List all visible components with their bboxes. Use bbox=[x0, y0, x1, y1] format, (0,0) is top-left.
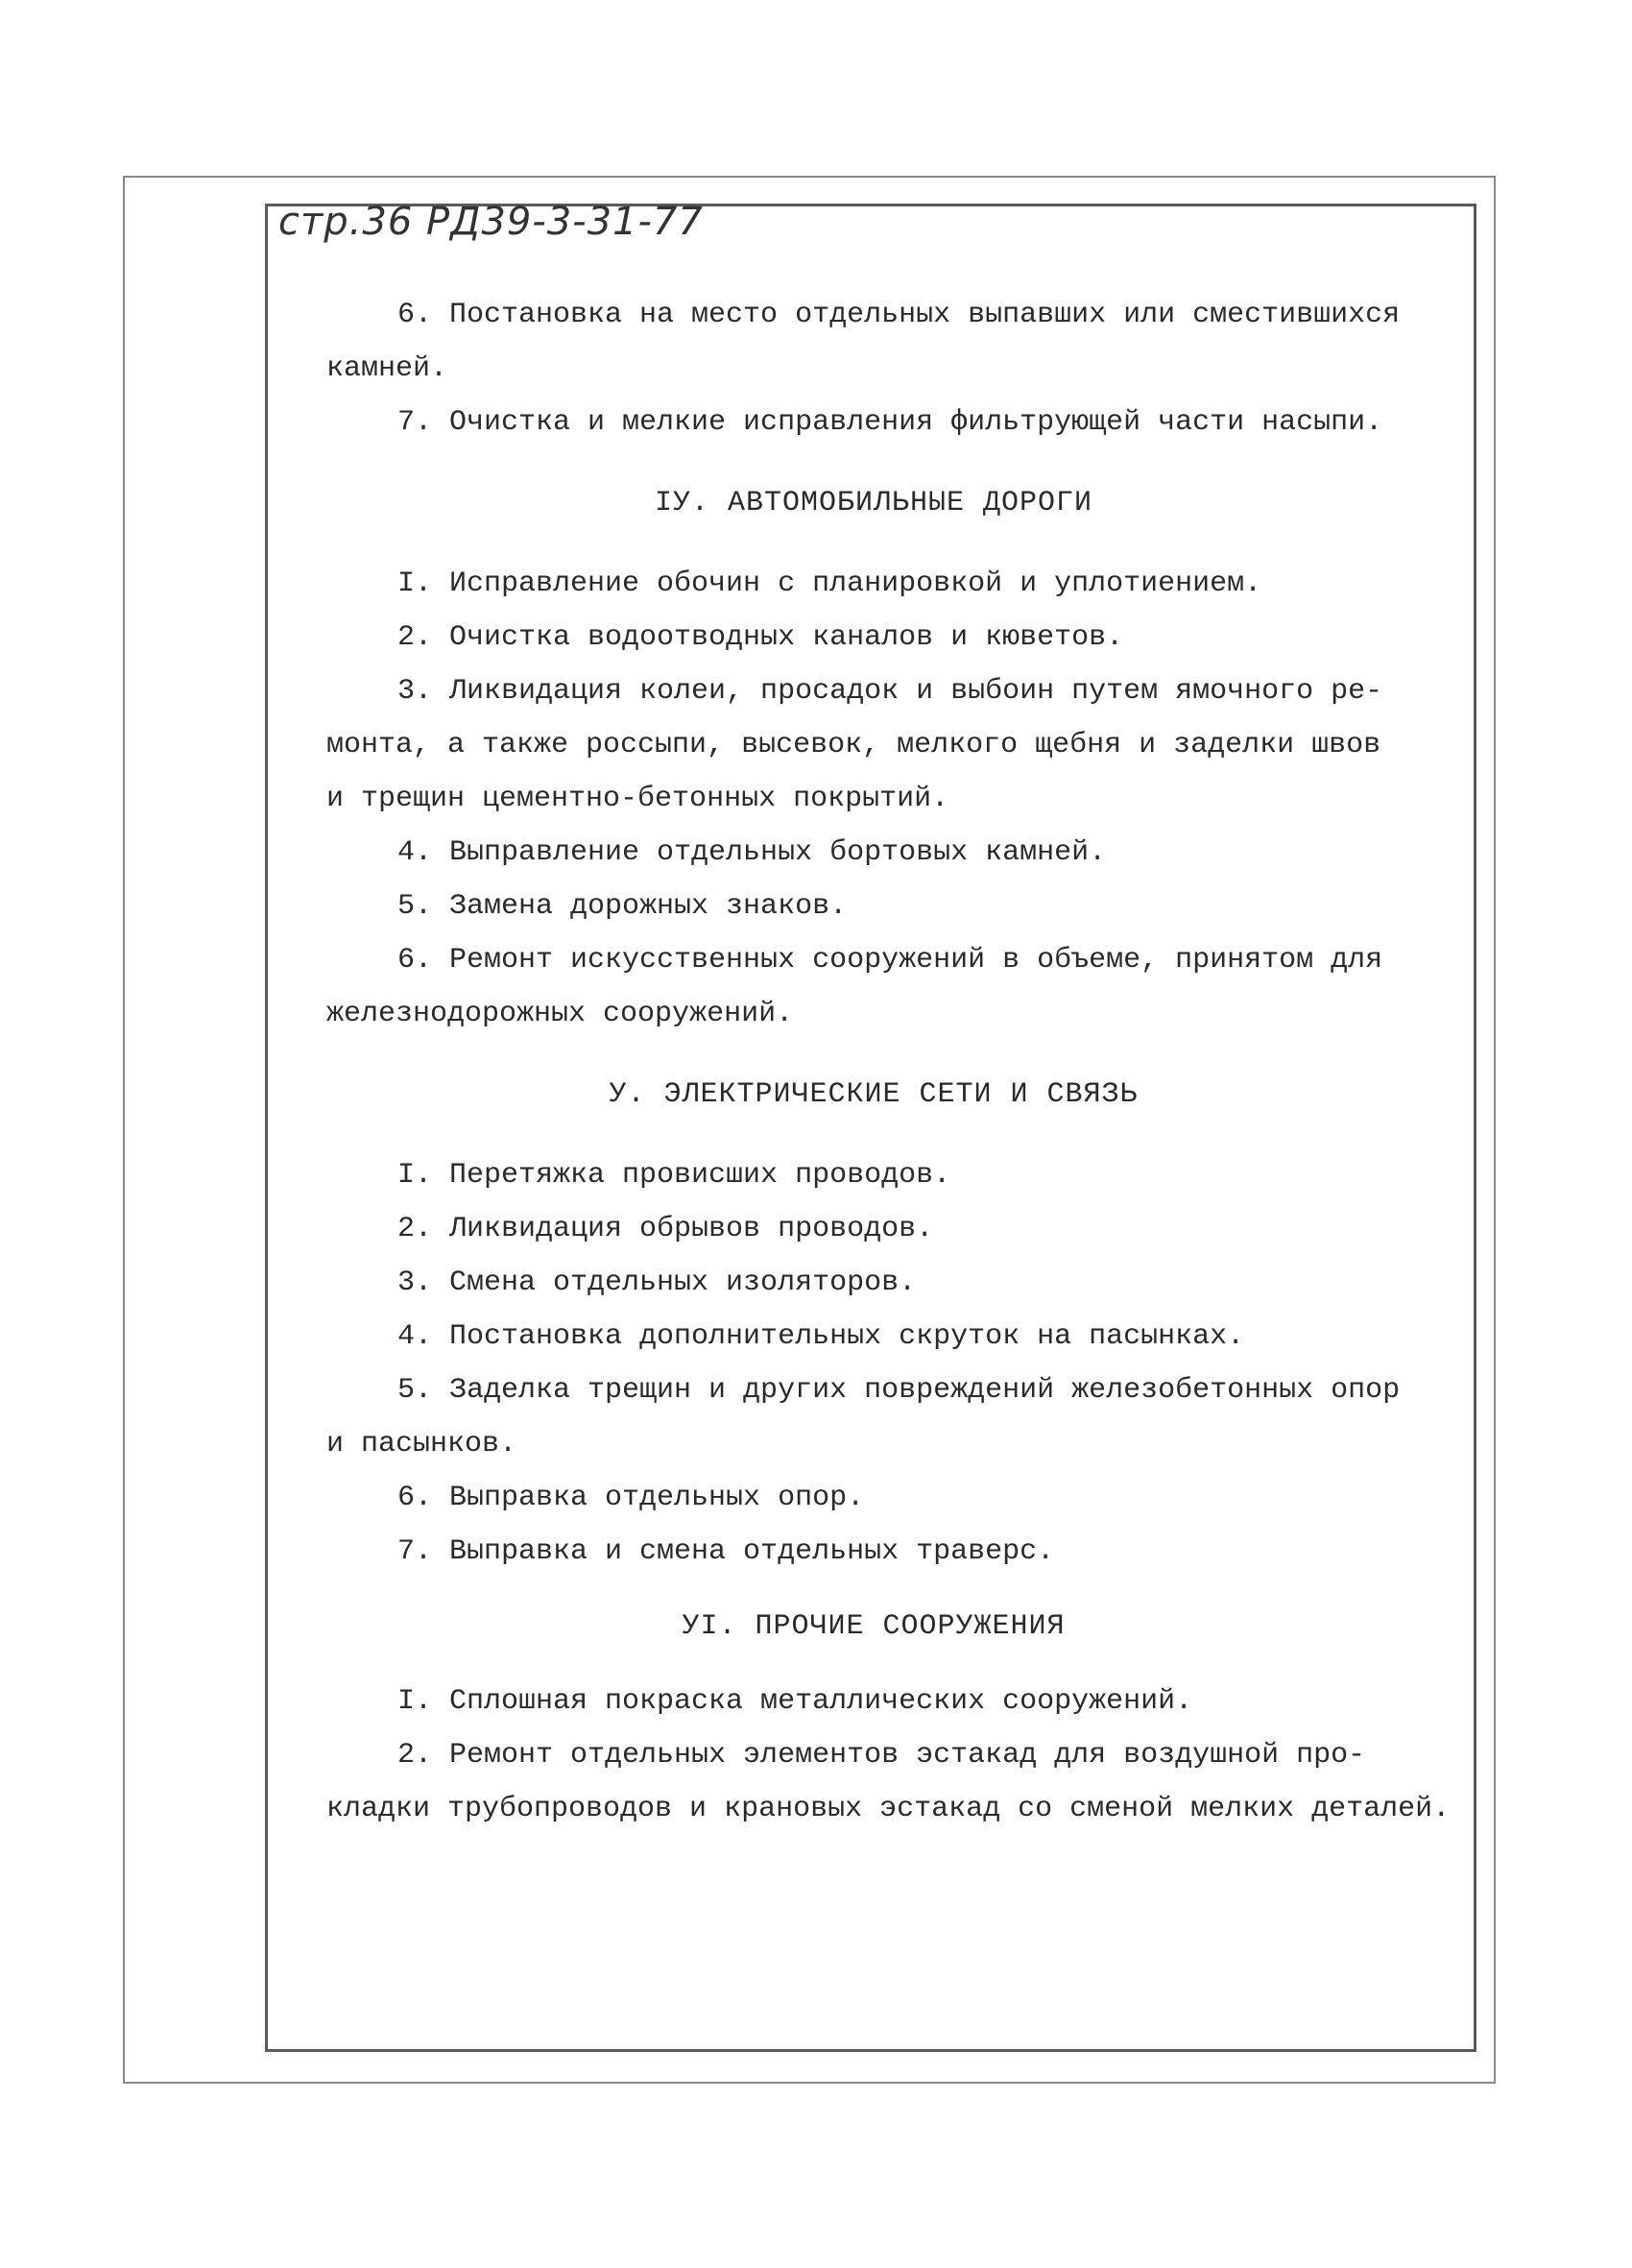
roads-item-3-line-3: и трещин цементно-бетонных покрытий. bbox=[326, 783, 949, 815]
other-item-2-line-2: кладки трубопроводов и крановых эстакад со сменой мелких деталей. bbox=[326, 1793, 1451, 1825]
intro-item-7-line-1: 7. Очистка и мелкие исправления фильтрующей части насыпи. bbox=[397, 406, 1383, 439]
electrical-item-4: 4. Постановка дополнительных скруток на пасынках. bbox=[397, 1320, 1245, 1353]
roads-item-3-line-2: монта, а также россыпи, высевок, мелкого щебня и заделки швов bbox=[326, 729, 1381, 761]
electrical-item-7: 7. Выправка и смена отдельных траверс. bbox=[397, 1535, 1055, 1568]
document-body bbox=[326, 288, 1451, 1836]
roads-item-3-line-1: 3. Ликвидация колеи, просадок и выбоин путем ямочного ре- bbox=[397, 675, 1383, 708]
other-item-1: I. Сплошная покраска металлических сооружений. bbox=[397, 1685, 1193, 1718]
roads-item-5: 5. Замена дорожных знаков. bbox=[397, 890, 848, 923]
other-item-2-line-1: 2. Ремонт отдельных элементов эстакад для воздушной про- bbox=[397, 1739, 1366, 1772]
page-header: стр.36 РД39-3-31-77 bbox=[278, 200, 704, 244]
section-heading-roads: IУ. АВТОМОБИЛЬНЫЕ ДОРОГИ bbox=[654, 487, 1093, 519]
roads-item-4: 4. Выправление отдельных бортовых камней. bbox=[397, 836, 1107, 869]
section-heading-other: УI. ПРОЧИЕ СООРУЖЕНИЯ bbox=[682, 1610, 1066, 1643]
electrical-item-2: 2. Ликвидация обрывов проводов. bbox=[397, 1213, 934, 1245]
roads-item-2: 2. Очистка водоотводных каналов и кюветов. bbox=[397, 621, 1124, 654]
roads-item-6-line-2: железнодорожных сооружений. bbox=[326, 998, 794, 1030]
electrical-item-1: I. Перетяжка провисших проводов. bbox=[397, 1159, 951, 1192]
roads-item-6-line-1: 6. Ремонт искусственных сооружений в объеме, принятом для bbox=[397, 944, 1383, 977]
intro-item-6-line-1: 6. Постановка на место отдельных выпавших или сместившихся bbox=[397, 299, 1401, 331]
roads-item-1: I. Исправление обочин с планировкой и уплотиением. bbox=[397, 567, 1262, 600]
section-heading-electrical: У. ЭЛЕКТРИЧЕСКИЕ СЕТИ И СВЯЗЬ bbox=[609, 1078, 1139, 1111]
electrical-item-6: 6. Выправка отдельных опор. bbox=[397, 1482, 865, 1514]
electrical-item-5-line-2: и пасынков. bbox=[326, 1428, 517, 1460]
electrical-item-5-line-1: 5. Заделка трещин и других повреждений железобетонных опор bbox=[397, 1374, 1401, 1407]
intro-item-6-line-2: камней. bbox=[326, 352, 448, 385]
electrical-item-3: 3. Смена отдельных изоляторов. bbox=[397, 1267, 917, 1299]
